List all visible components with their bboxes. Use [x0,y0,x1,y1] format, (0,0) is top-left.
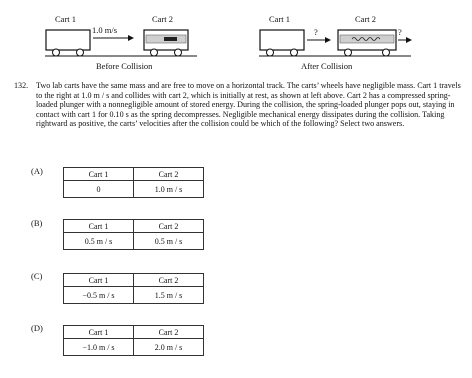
collision-figure [0,0,472,78]
cart2-before-label: Cart 2 [152,14,174,24]
choice-d-cart1-velocity: −1.0 m / s [64,339,134,356]
question-text: Two lab carts have the same mass and are free to move on a horizontal track. The carts’ wheels have negligible mass. Cart 1 travels to the right at 1.0 m / s and collides with cart 2, which is initially at rest, as shown at left above. Cart 2 has a compressed spring-loaded plunger with a nonnegligible amount of stored energy. During the collision, the spring-loaded plunger pops out, staying in contact with cart 1 for 0.10 s as the spring decompresses. Negligible mechanical energy dissipates during the collision. Taking rightward as positive, the carts’ velocities after the collision could be which of the following? Select two answers. [36,81,461,129]
choice-c-cart1-velocity: −0.5 m / s [64,287,134,304]
choice-a-cart2-velocity: 1.0 m / s [134,181,204,198]
unknown-arrow-1 [307,37,331,43]
choice-d-letter: (D) [31,323,43,333]
choice-c-cart2-header: Cart 2 [134,274,204,287]
cart2-after-velocity-unknown: ? [398,27,402,37]
choice-c-cart2-velocity: 1.5 m / s [134,287,204,304]
choice-a-letter: (A) [31,166,43,176]
choice-b-table[interactable] [63,219,204,250]
cart1-after-label: Cart 1 [269,14,291,24]
choice-d-cart2-velocity: 2.0 m / s [134,339,204,356]
cart2-after-label: Cart 2 [355,14,377,24]
unknown-arrow-2 [398,37,412,43]
choice-a-cart2-header: Cart 2 [134,168,204,181]
choice-d-table[interactable] [63,325,204,356]
choice-d-cart2-header: Cart 2 [134,326,204,339]
choice-b-cart2-velocity: 0.5 m / s [134,233,204,250]
choice-b-cart2-header: Cart 2 [134,220,204,233]
choice-b-letter: (B) [31,218,43,228]
question-block [14,81,466,129]
choice-a-cart1-velocity: 0 [64,181,134,198]
cart1-before-label: Cart 1 [55,14,77,24]
cart1-before [46,30,90,56]
velocity-label: 1.0 m/s [92,25,118,35]
before-collision-caption: Before Collision [96,61,153,71]
cart2-after [338,30,396,56]
cart1-after [260,30,304,56]
choice-b-cart1-header: Cart 1 [64,220,134,233]
choice-c-cart1-header: Cart 1 [64,274,134,287]
question-number: 132. [14,81,29,90]
choice-a-table[interactable] [63,167,204,198]
velocity-arrow [93,35,134,41]
choice-b-cart1-velocity: 0.5 m / s [64,233,134,250]
cart1-after-velocity-unknown: ? [314,27,318,37]
after-collision-caption: After Collision [301,61,353,71]
choice-c-table[interactable] [63,273,204,304]
choice-a-cart1-header: Cart 1 [64,168,134,181]
cart2-before [144,30,188,56]
choice-d-cart1-header: Cart 1 [64,326,134,339]
choice-c-letter: (C) [31,271,43,281]
